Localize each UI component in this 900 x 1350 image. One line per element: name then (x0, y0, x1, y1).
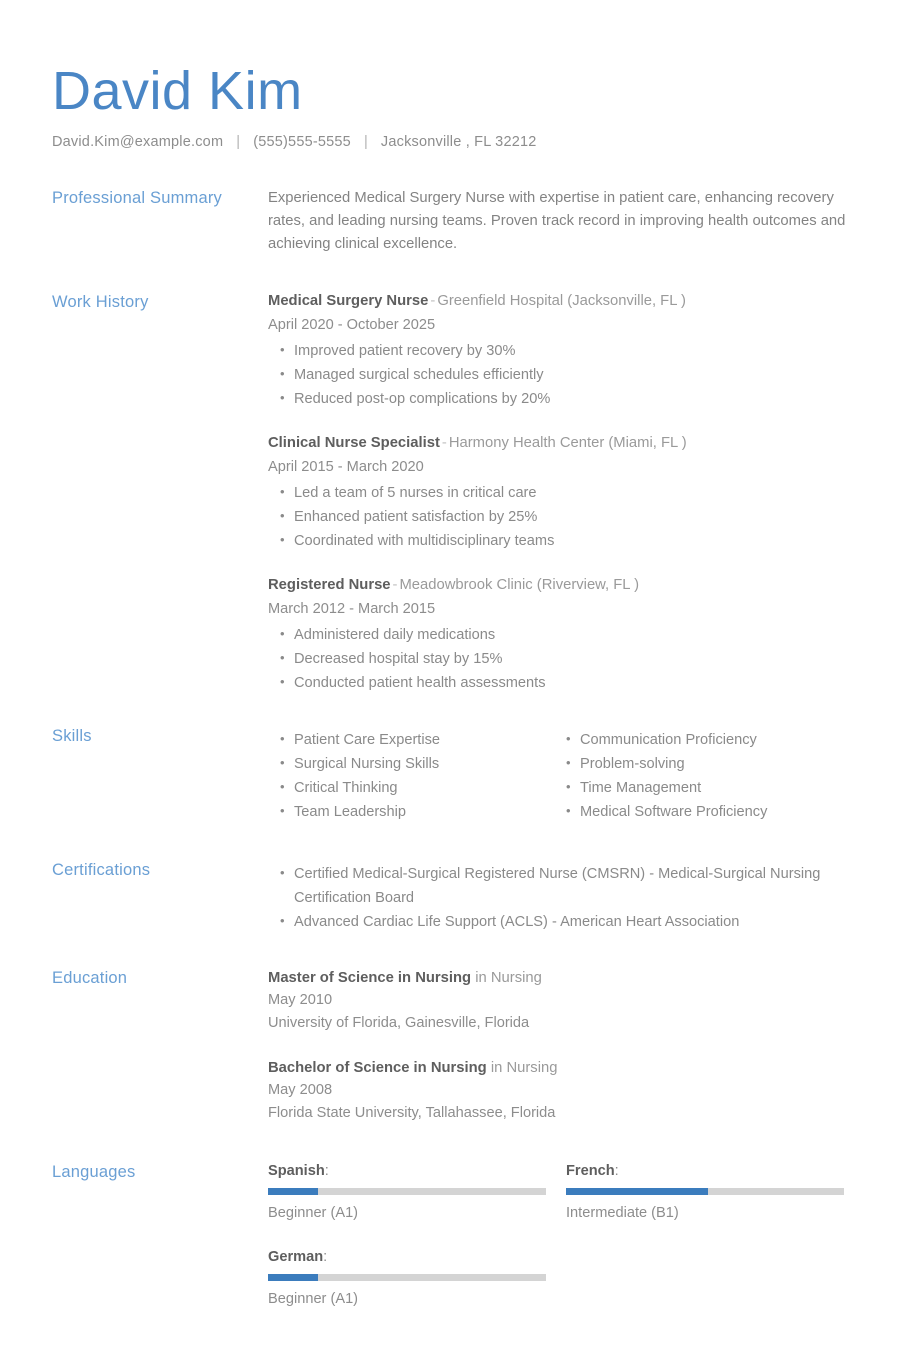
language-name: German (268, 1249, 324, 1265)
education-field: in Nursing (486, 1060, 558, 1076)
section-body-education (268, 967, 850, 1125)
education-school: Florida State University, Tallahassee, Florida (268, 1105, 556, 1121)
work-entry-heading (268, 575, 850, 596)
work-entry-dates: April 2020 - October 2025 (268, 317, 436, 333)
section-body-skills (268, 725, 850, 824)
list-item: • Medical Software Proficiency (554, 800, 840, 824)
language-name-line (566, 1161, 844, 1181)
work-entry-company: Harmony Health Center (Miami, FL ) (448, 435, 687, 451)
list-item: • Certified Medical-Surgical Registered Nurse (CMSRN) - Medical-Surgical Nursing Certification Board (268, 862, 850, 910)
language-colon: : (323, 1249, 328, 1265)
section-professional-summary (0, 187, 900, 256)
section-label-certifications: Certifications (52, 861, 151, 879)
work-entry-heading (268, 291, 850, 312)
list-item: • Administered daily medications (268, 623, 850, 647)
section-label-languages: Languages (52, 1163, 136, 1181)
education-entry (268, 967, 850, 1035)
work-entry-bullets (268, 481, 850, 553)
language-level: Beginner (A1) (268, 1291, 359, 1307)
work-entry-bullets (268, 339, 850, 411)
work-entry-dash: - (441, 435, 447, 451)
contact-separator: | (236, 134, 241, 150)
skills-list-right (554, 728, 840, 824)
work-entry-bullets (268, 623, 850, 695)
language-entry (566, 1161, 844, 1223)
language-name-line (268, 1247, 546, 1267)
language-colon: : (614, 1163, 619, 1179)
language-entry (268, 1161, 546, 1223)
work-entry (268, 433, 850, 553)
resume-header (0, 0, 900, 150)
language-level: Intermediate (B1) (566, 1205, 679, 1221)
work-entry (268, 291, 850, 411)
contact-phone[interactable]: (555)555-5555 (253, 134, 351, 150)
education-entry (268, 1057, 850, 1125)
work-entry-dash: - (430, 293, 436, 309)
education-school: University of Florida, Gainesville, Florida (268, 1015, 530, 1031)
section-label-work-history: Work History (52, 293, 149, 311)
section-label-summary: Professional Summary (52, 189, 222, 207)
language-name: Spanish (268, 1163, 325, 1179)
list-item: • Decreased hospital stay by 15% (268, 647, 850, 671)
contact-location: Jacksonville , FL 32212 (380, 134, 537, 150)
list-item: • Time Management (554, 776, 840, 800)
summary-text: Experienced Medical Surgery Nurse with expertise in patient care, enhancing recovery rates, and leading nursing teams. Proven track record in improving health outcomes and achieving clinical excellence. (268, 190, 846, 252)
list-item: • Improved patient recovery by 30% (268, 339, 850, 363)
work-entry-title: Registered Nurse (268, 577, 391, 593)
work-entry-dates: April 2015 - March 2020 (268, 459, 424, 475)
section-certifications (0, 859, 900, 934)
section-education (0, 967, 900, 1125)
language-proficiency-track (566, 1188, 844, 1195)
language-entry (268, 1247, 546, 1309)
education-date: May 2010 (268, 992, 333, 1008)
list-item: • Problem-solving (554, 752, 840, 776)
section-body-languages (268, 1161, 850, 1333)
list-item: • Critical Thinking (268, 776, 554, 800)
skills-column-left (268, 725, 554, 824)
list-item: • Patient Care Expertise (268, 728, 554, 752)
skills-list-left (268, 728, 554, 824)
section-skills (0, 725, 900, 824)
language-name-line (268, 1161, 546, 1181)
section-label-skills: Skills (52, 727, 92, 745)
list-item: • Advanced Cardiac Life Support (ACLS) - American Heart Association (268, 910, 850, 934)
contact-email[interactable]: David.Kim@example.com (52, 134, 224, 150)
list-item: • Conducted patient health assessments (268, 671, 850, 695)
language-proficiency-track (268, 1274, 546, 1281)
language-name: French (566, 1163, 615, 1179)
work-entry-title: Medical Surgery Nurse (268, 293, 429, 309)
language-proficiency-fill (268, 1274, 318, 1281)
work-entry-dash: - (392, 577, 398, 593)
work-entry-company: Greenfield Hospital (Jacksonville, FL ) (437, 293, 686, 309)
languages-grid (268, 1161, 844, 1333)
education-degree: Master of Science in Nursing (268, 970, 472, 986)
language-colon: : (324, 1163, 329, 1179)
list-item: • Managed surgical schedules efficiently (268, 363, 850, 387)
candidate-name: David Kim (52, 61, 303, 121)
list-item: • Enhanced patient satisfaction by 25% (268, 505, 850, 529)
work-entry (268, 575, 850, 695)
education-date: May 2008 (268, 1082, 333, 1098)
language-level: Beginner (A1) (268, 1205, 359, 1221)
education-degree-line (268, 1057, 850, 1079)
education-field: in Nursing (471, 970, 542, 986)
contact-line (52, 134, 900, 150)
list-item: • Coordinated with multidisciplinary teams (268, 529, 850, 553)
education-degree-line (268, 967, 850, 989)
language-proficiency-fill (268, 1188, 318, 1195)
skills-column-right (554, 725, 840, 824)
section-body-summary (268, 187, 850, 256)
education-degree: Bachelor of Science in Nursing (268, 1060, 487, 1076)
language-proficiency-fill (566, 1188, 708, 1195)
work-entry-heading (268, 433, 850, 454)
work-entry-company: Meadowbrook Clinic (Riverview, FL ) (399, 577, 640, 593)
skills-columns (268, 725, 850, 824)
list-item: • Led a team of 5 nurses in critical care (268, 481, 850, 505)
list-item: • Surgical Nursing Skills (268, 752, 554, 776)
certifications-list (268, 862, 850, 934)
section-languages (0, 1161, 900, 1333)
contact-separator: | (363, 134, 368, 150)
section-body-certifications (268, 859, 850, 934)
list-item: • Communication Proficiency (554, 728, 840, 752)
work-entry-title: Clinical Nurse Specialist (268, 435, 440, 451)
work-entry-dates: March 2012 - March 2015 (268, 601, 436, 617)
language-proficiency-track (268, 1188, 546, 1195)
list-item: • Team Leadership (268, 800, 554, 824)
section-label-education: Education (52, 969, 128, 987)
list-item: • Reduced post-op complications by 20% (268, 387, 850, 411)
section-work-history (0, 291, 900, 695)
section-body-work-history (268, 291, 850, 695)
